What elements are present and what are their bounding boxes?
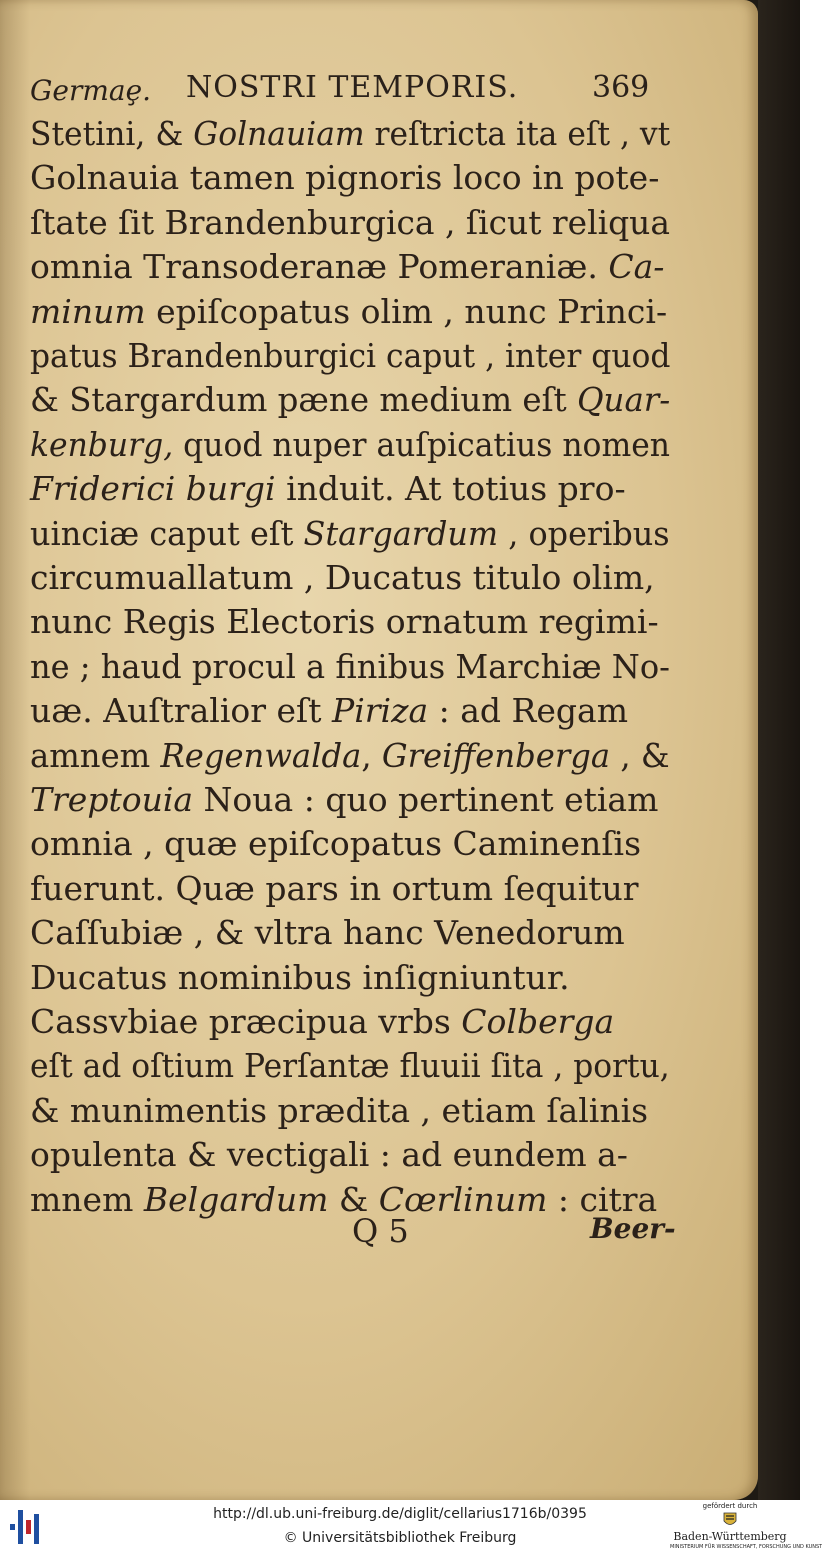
- footer: [0, 1500, 822, 1552]
- text-line: [30, 734, 670, 778]
- text-run: ſtate ſit Brandenburgica , ſicut reliqua: [30, 203, 670, 242]
- coat-of-arms-icon: [720, 1511, 740, 1529]
- text-run: Ducatus nominibus inſigniuntur.: [30, 958, 570, 997]
- catchword: Beer-: [590, 1212, 676, 1245]
- text-run: quod nuper auſpicatius nomen: [173, 425, 671, 464]
- text-run: epiſcopatus olim , nunc Princi-: [145, 292, 668, 331]
- text-line: [30, 156, 659, 200]
- signature-mark: Q 5: [352, 1212, 409, 1250]
- text-line: [30, 423, 670, 467]
- italic-name: Belgardum: [143, 1180, 329, 1219]
- running-head-left: Germaȩ.: [30, 74, 152, 107]
- text-run: omnia Transoderanæ Pomeraniæ.: [30, 247, 609, 286]
- text-run: Caſſubiæ , & vltra hanc Venedorum: [30, 913, 625, 952]
- text-line: [30, 778, 658, 822]
- text-run: uinciæ caput eſt: [30, 514, 304, 553]
- italic-name: Piriza: [332, 691, 429, 730]
- page-number: 369: [592, 70, 650, 105]
- italic-name: Quar-: [576, 380, 671, 419]
- text-line: [30, 1133, 628, 1177]
- text-line: [30, 290, 667, 334]
- text-line: [30, 1089, 648, 1133]
- italic-name: minum: [30, 292, 146, 331]
- text-run: induit. At totius pro-: [275, 469, 626, 508]
- italic-name: kenburg,: [30, 425, 174, 464]
- text-run: circumuallatum , Ducatus titulo olim,: [30, 558, 655, 597]
- text-run: uæ. Auſtralior eſt: [30, 691, 332, 730]
- text-run: mnem: [30, 1180, 144, 1219]
- text-line: [30, 956, 570, 1000]
- text-line: [30, 378, 670, 422]
- italic-name: Ca-: [608, 247, 665, 286]
- text-line: [30, 1000, 614, 1044]
- italic-name: Cœrlinum: [378, 1180, 548, 1219]
- text-line: [30, 600, 659, 644]
- text-line: [30, 645, 670, 689]
- text-line: [30, 556, 655, 600]
- text-run: Golnauia tamen pignoris loco in pote-: [30, 158, 660, 197]
- text-line: [30, 201, 670, 245]
- text-run: eſt ad oſtium Perſantæ fluuii ſita , portu,: [30, 1046, 670, 1085]
- sponsor-ministry: MINISTERIUM FÜR WISSENSCHAFT, FORSCHUNG UND KUNST: [670, 1544, 822, 1550]
- text-run: , &: [610, 736, 670, 775]
- text-run: ,: [361, 736, 382, 775]
- text-run: reſtricta ita eſt , vt: [364, 114, 671, 153]
- italic-name: Golnauiam: [193, 114, 365, 153]
- source-url[interactable]: http://dl.ub.uni-freiburg.de/diglit/cellarius1716b/0395: [213, 1506, 587, 1522]
- text-run: fuerunt. Quæ pars in ortum ſequitur: [30, 869, 639, 908]
- text-run: patus Brandenburgici caput , inter quod: [30, 336, 671, 375]
- text-run: : citra: [547, 1180, 658, 1219]
- text-line: [30, 1178, 657, 1222]
- text-line: [30, 512, 670, 556]
- sponsor-logo: [670, 1502, 822, 1550]
- running-head: [30, 70, 650, 110]
- text-run: Noua : quo pertinent etiam: [193, 780, 659, 819]
- text-run: Stetini, &: [30, 114, 194, 153]
- text-line: [30, 911, 625, 955]
- text-run: opulenta & vectigali : ad eundem a-: [30, 1135, 628, 1174]
- text-run: , operibus: [498, 514, 670, 553]
- text-line: [30, 1044, 670, 1088]
- text-run: amnem: [30, 736, 161, 775]
- sponsor-name: Baden-Württemberg: [673, 1530, 787, 1543]
- text-line: [30, 822, 641, 866]
- text-run: Cassvbiae præcipua vrbs: [30, 1002, 462, 1041]
- italic-name: Greiffenberga: [381, 736, 611, 775]
- text-line: [30, 467, 626, 511]
- text-run: omnia , quæ epiſcopatus Caminenſis: [30, 824, 642, 863]
- text-run: & Stargardum pæne medium eſt: [30, 380, 577, 419]
- text-line: [30, 867, 639, 911]
- italic-name: Colberga: [461, 1002, 615, 1041]
- copyright-notice: © Universitätsbibliothek Freiburg: [283, 1530, 517, 1546]
- text-line: [30, 112, 670, 156]
- text-run: & munimentis prædita , etiam ſalinis: [30, 1091, 649, 1130]
- text-line: [30, 334, 670, 378]
- text-run: : ad Regam: [428, 691, 629, 730]
- running-head-title: NOSTRI TEMPORIS.: [186, 70, 519, 105]
- italic-name: Treptouia: [30, 780, 194, 819]
- text-line: [30, 245, 664, 289]
- italic-name: Regenwalda: [160, 736, 362, 775]
- text-run: &: [328, 1180, 379, 1219]
- sponsor-label: gefördert durch: [702, 1502, 758, 1510]
- text-line: [30, 689, 628, 733]
- text-run: ne ; haud procul a finibus Marchiæ No-: [30, 647, 670, 686]
- text-run: nunc Regis Electoris ornatum regimi-: [30, 602, 659, 641]
- book-edge: [758, 0, 800, 1500]
- italic-name: Stargardum: [303, 514, 499, 553]
- italic-name: Friderici burgi: [30, 469, 276, 508]
